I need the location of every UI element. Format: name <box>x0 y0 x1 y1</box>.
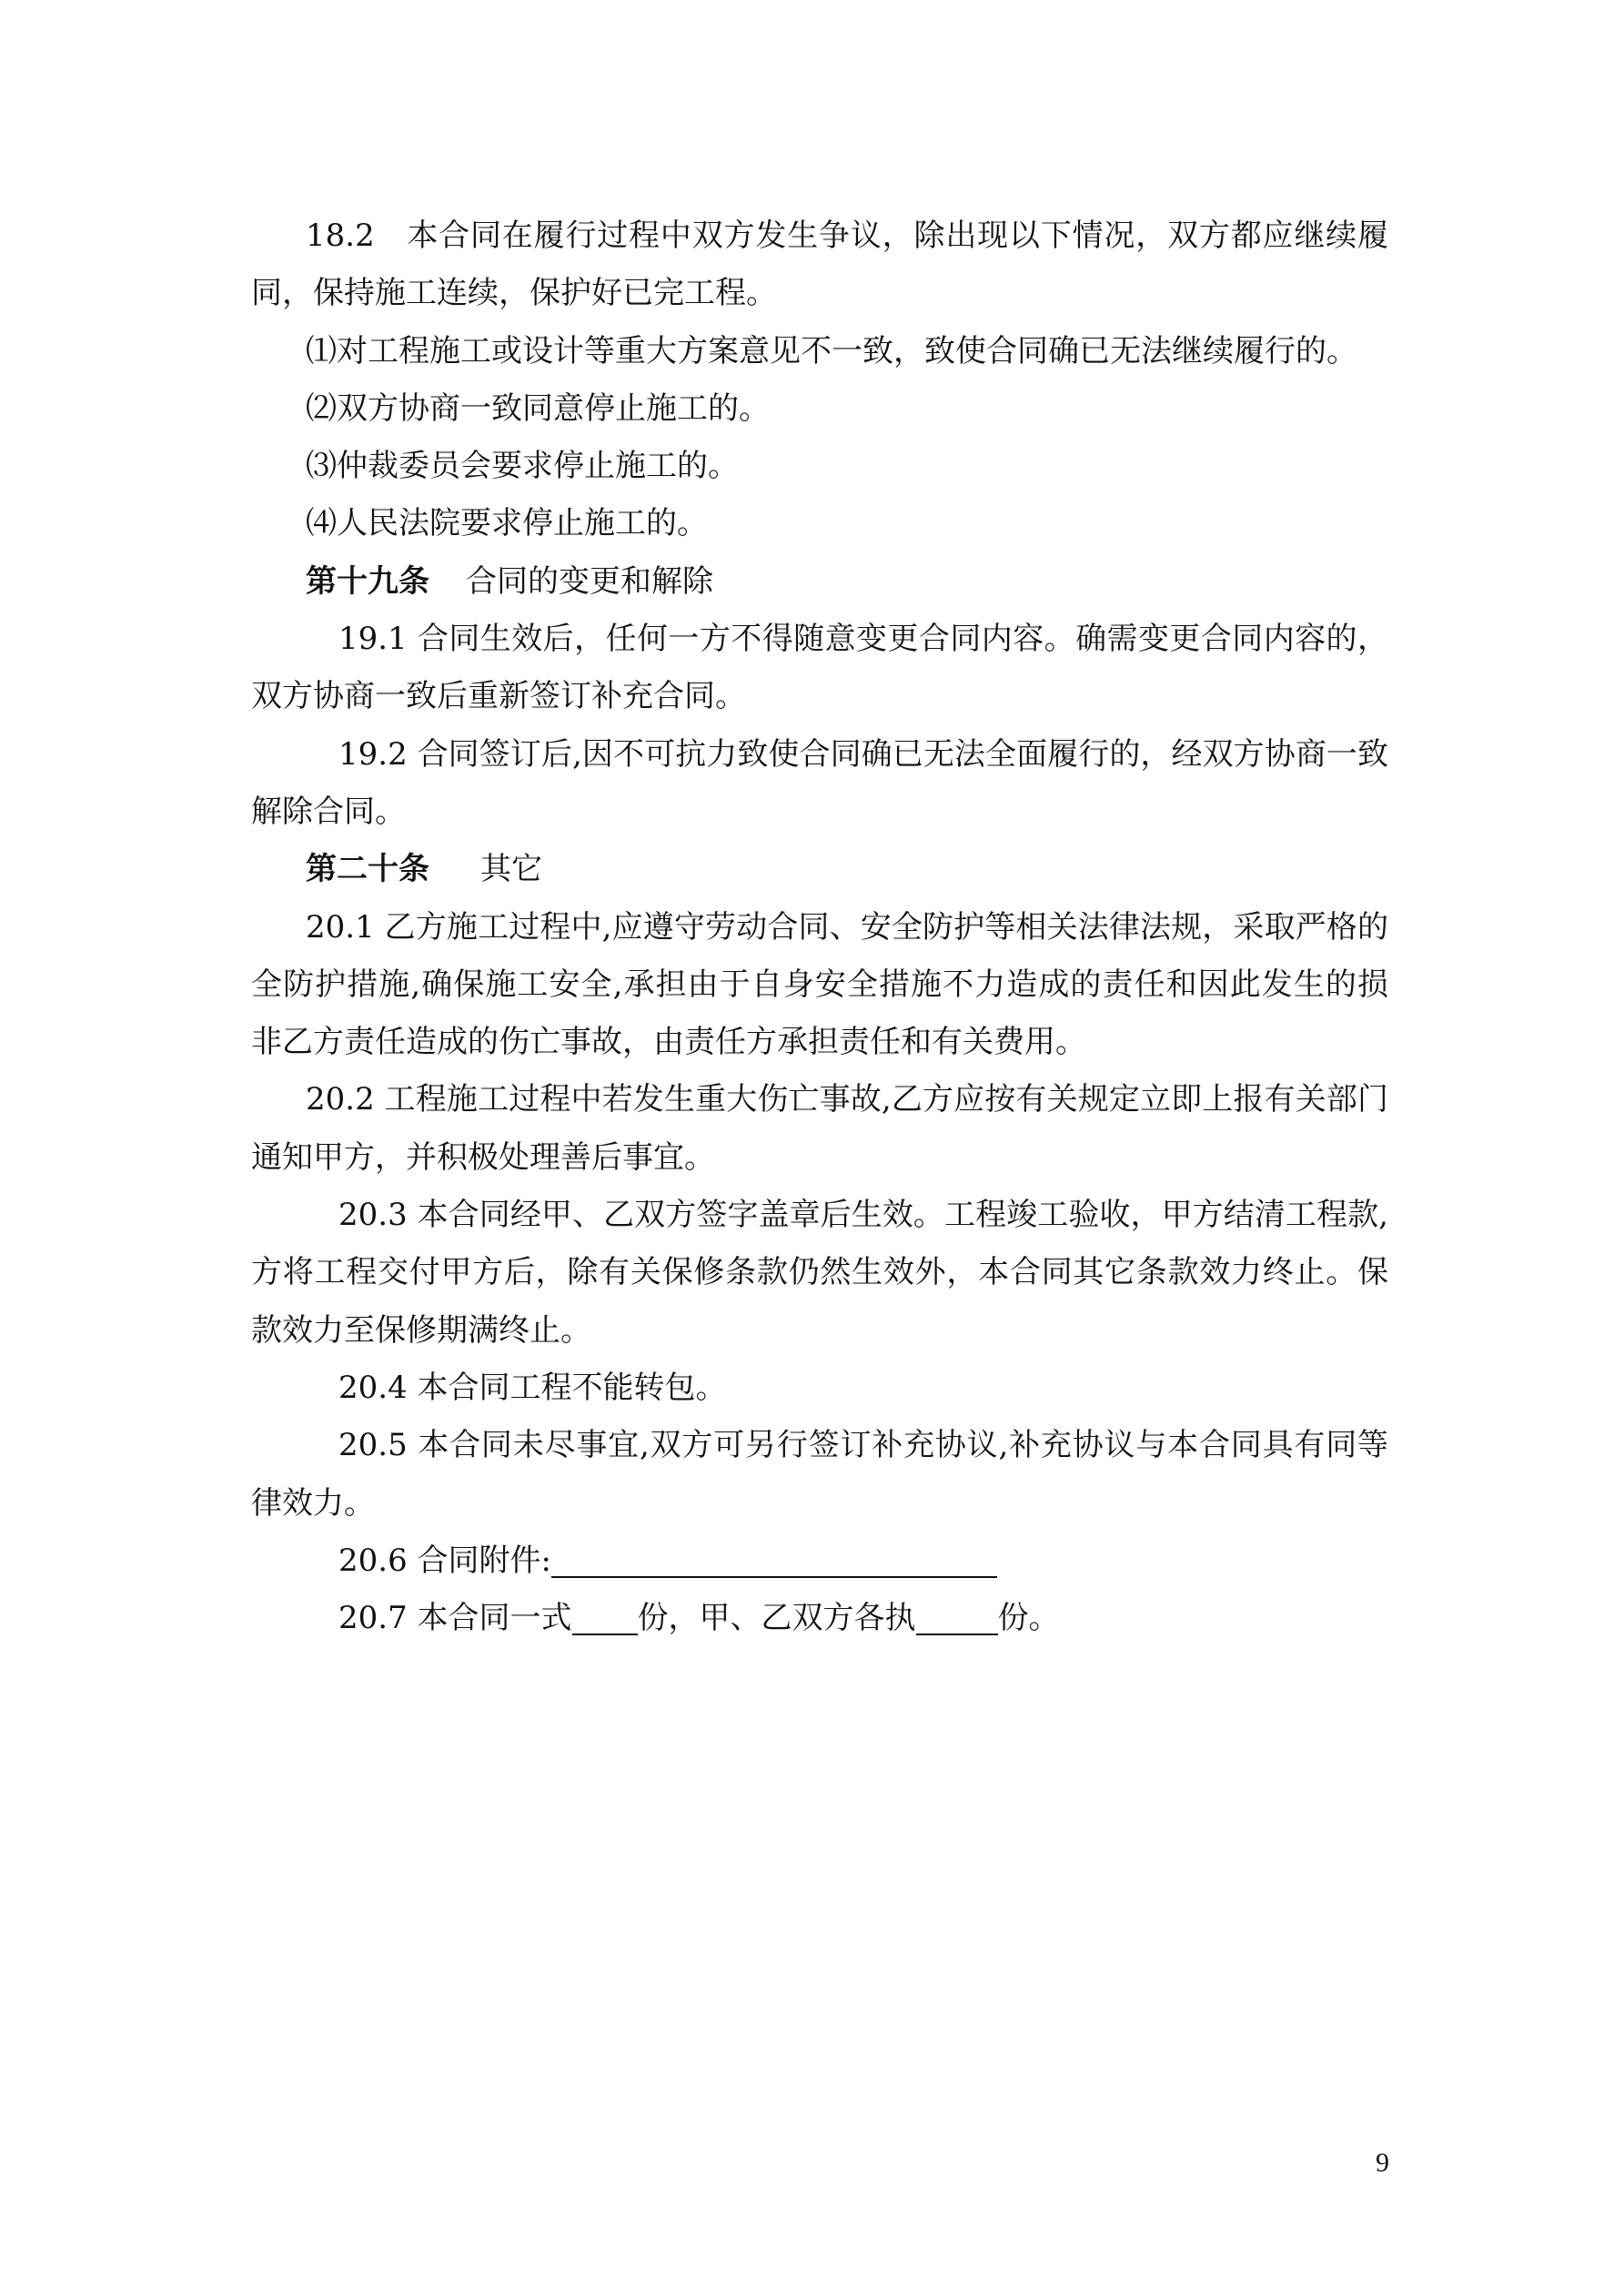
clause-20-6-label: 20.6 合同附件: <box>338 1542 551 1579</box>
clause-20-1-line-2: 全防护措施,确保施工安全,承担由于自身安全措施不力造成的责任和因此发生的损 <box>251 966 1388 1003</box>
copies-each-blank-field[interactable] <box>916 1597 998 1635</box>
clause-18-2-line-2: 同，保持施工连续，保护好已完工程。 <box>251 275 777 312</box>
clause-19-2-line-2: 解除合同。 <box>251 793 406 830</box>
clause-20-3-line-1: 20.3 本合同经甲、乙双方签字盖章后生效。工程竣工验收，甲方结清工程款, <box>338 1197 1388 1234</box>
article-20-number: 第二十条 <box>306 851 429 888</box>
clause-19-1-line-2: 双方协商一致后重新签订补充合同。 <box>251 678 746 715</box>
article-20-title: 其它 <box>480 851 542 888</box>
clause-20-3-line-2: 方将工程交付甲方后，除有关保修条款仍然生效外，本合同其它条款效力终止。保 <box>251 1254 1388 1291</box>
clause-20-4: 20.4 本合同工程不能转包。 <box>338 1369 727 1406</box>
clause-20-2-line-1: 20.2 工程施工过程中若发生重大伤亡事故,乙方应按有关规定立即上报有关部门 <box>306 1081 1388 1118</box>
clause-18-2-item-2: ⑵双方协商一致同意停止施工的。 <box>306 389 770 427</box>
clause-18-2-item-1: ⑴对工程施工或设计等重大方案意见不一致，致使合同确已无法继续履行的。 <box>306 332 1357 369</box>
clause-18-2-line-1: 18.2 本合同在履行过程中双方发生争议，除出现以下情况，双方都应继续履 <box>306 217 1388 254</box>
clause-19-2-line-1: 19.2 合同签订后,因不可抗力致使合同确已无法全面履行的，经双方协商一致 <box>338 735 1388 773</box>
clause-18-2-item-4: ⑷人民法院要求停止施工的。 <box>306 505 708 542</box>
clause-20-7-part-2: 份，甲、乙双方各执 <box>637 1600 916 1637</box>
article-19-heading <box>251 553 1388 611</box>
clause-20-7 <box>251 1590 1388 1647</box>
clause-20-1-line-1: 20.1 乙方施工过程中,应遵守劳动合同、安全防护等相关法律法规，采取严格的 <box>306 908 1388 946</box>
attachments-blank-field[interactable] <box>551 1540 997 1578</box>
clause-20-6 <box>251 1532 1388 1590</box>
article-20-heading <box>251 841 1388 898</box>
clause-20-7-part-3: 份。 <box>997 1600 1060 1637</box>
article-19-number: 第十九条 <box>306 562 429 600</box>
clause-20-7-part-1: 20.7 本合同一式 <box>338 1600 572 1637</box>
clause-20-1-line-3: 非乙方责任造成的伤亡事故，由责任方承担责任和有关费用。 <box>251 1024 1086 1061</box>
total-copies-blank-field[interactable] <box>572 1597 638 1635</box>
article-19-title: 合同的变更和解除 <box>466 562 713 600</box>
clause-20-5-line-1: 20.5 本合同未尽事宜,双方可另行签订补充协议,补充协议与本合同具有同等 <box>338 1427 1388 1464</box>
clause-18-2-item-3: ⑶仲裁委员会要求停止施工的。 <box>306 448 739 485</box>
clause-20-3-line-3: 款效力至保修期满终止。 <box>251 1311 591 1349</box>
contract-page-body <box>251 207 1388 1647</box>
clause-19-1-line-1: 19.1 合同生效后，任何一方不得随意变更合同内容。确需变更合同内容的， <box>338 621 1388 658</box>
clause-20-2-line-2: 通知甲方，并积极处理善后事宜。 <box>251 1138 715 1176</box>
page-number: 9 <box>1376 2148 1389 2178</box>
clause-20-5-line-2: 律效力。 <box>251 1484 375 1522</box>
